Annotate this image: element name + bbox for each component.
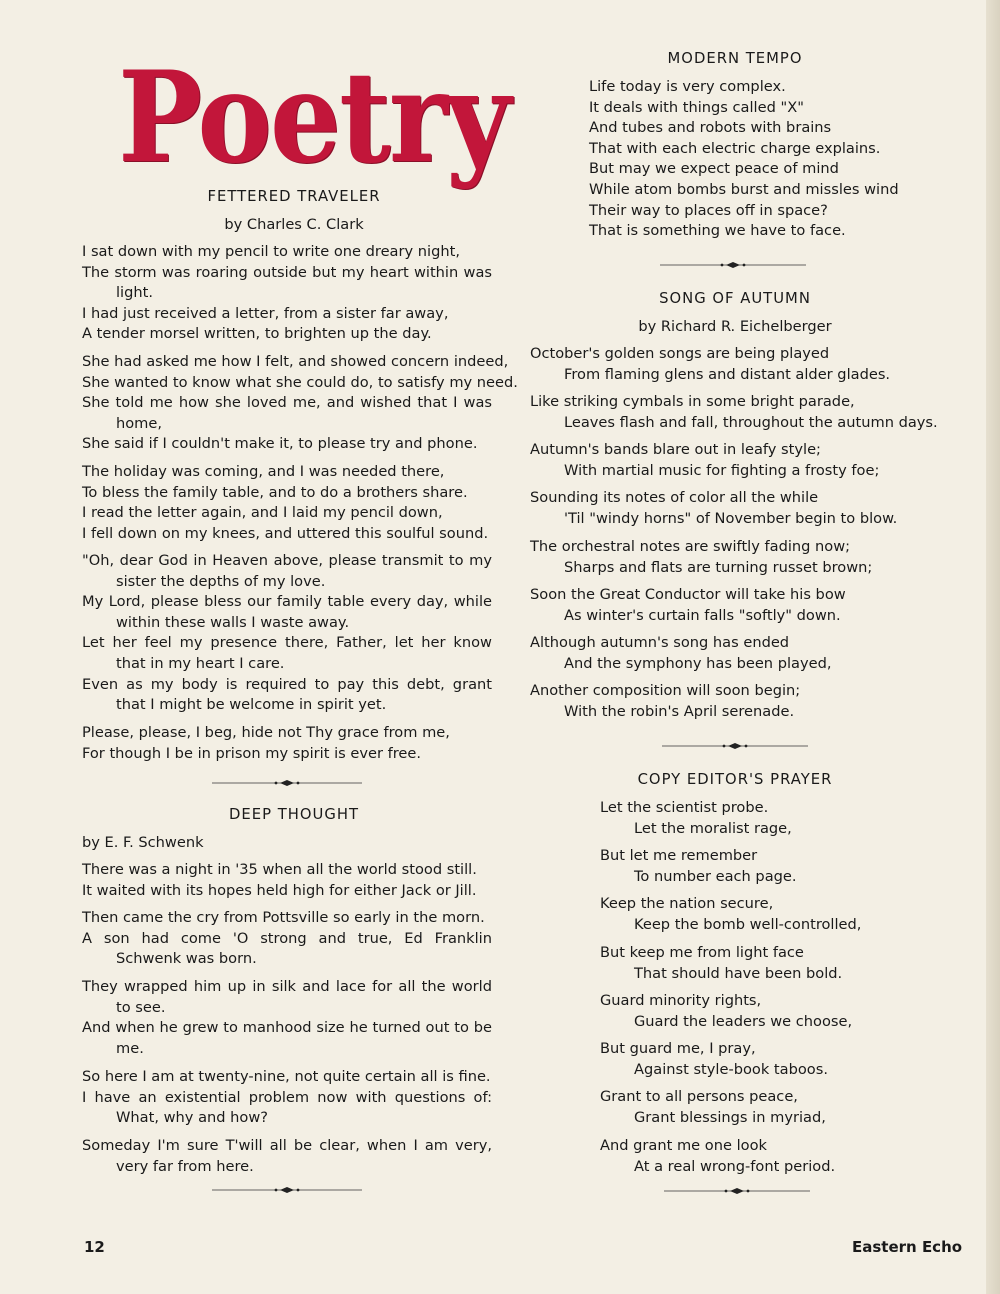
autumn-stanza-8 [530, 681, 950, 722]
prayer-stanza-6 [600, 1039, 940, 1080]
poem-line: I had just received a letter, from a sister far away, [82, 304, 449, 322]
poem-line: She had asked me how I felt, and showed concern indeed, [82, 353, 509, 370]
fettered-stanza-4 [82, 551, 492, 716]
poem-line: Leaves flash and fall, throughout the autumn days. [564, 413, 938, 431]
autumn-stanza-3 [530, 440, 950, 481]
poem-line: Grant to all persons peace, [600, 1088, 798, 1105]
modern-tempo-stanza [589, 77, 949, 242]
song-of-autumn-byline: by Richard R. Eichelberger [638, 318, 832, 335]
poem-line: Keep the bomb well-controlled, [634, 915, 862, 933]
autumn-stanza-4 [530, 488, 950, 529]
poem-line: Guard the leaders we choose, [634, 1012, 853, 1030]
poem-line: She wanted to know what she could do, to satisfy my need. [82, 373, 518, 391]
page-number: 12 [84, 1238, 105, 1256]
poem-line: There was a night in '35 when all the world stood still. [82, 861, 477, 878]
poem-line: Even as my body is required to pay this debt, grant that I might be welcome in spirit yet. [82, 675, 492, 714]
poem-line: Although autumn's song has ended [530, 634, 790, 651]
autumn-stanza-7 [530, 633, 950, 674]
poem-line: Let the moralist rage, [634, 819, 792, 837]
fettered-stanza-5 [82, 723, 492, 764]
poem-line: It deals with things called "X" [589, 98, 804, 116]
poem-line: Guard minority rights, [600, 992, 762, 1009]
poem-line: I fell down on my knees, and uttered this soulful sound. [82, 524, 489, 542]
ornament-divider [212, 1185, 362, 1195]
poem-line: My Lord, please bless our family table every day, while within these walls I waste away. [82, 593, 492, 631]
ornament-divider [662, 741, 808, 751]
poem-line: To number each page. [634, 867, 797, 885]
poem-line: That with each electric charge explains. [589, 139, 881, 157]
fettered-stanza-1 [82, 242, 492, 345]
poem-line: With the robin's April serenade. [564, 702, 795, 720]
poem-line: I sat down with my pencil to write one dreary night, [82, 243, 460, 260]
deep-thought-byline: by E. F. Schwenk [82, 834, 204, 851]
poem-line: The holiday was coming, and I was needed there, [82, 463, 445, 480]
poem-line: Let the scientist probe. [600, 799, 769, 816]
poem-line: Soon the Great Conductor will take his bow [530, 586, 846, 603]
prayer-stanza-5 [600, 991, 940, 1032]
publication-name: Eastern Echo [852, 1238, 963, 1256]
poem-line: To bless the family table, and to do a brothers share. [82, 483, 468, 501]
poem-line: It waited with its hopes held high for either Jack or Jill. [82, 881, 477, 899]
poem-line: And grant me one look [600, 1137, 767, 1154]
poem-line: Someday I'm sure T'will all be clear, when I am very, very far from here. [82, 1137, 492, 1175]
poem-line: Please, please, I beg, hide not Thy grace from me, [82, 724, 450, 741]
ornament-divider [212, 778, 362, 788]
autumn-stanza-6 [530, 585, 950, 626]
deep-stanza-3 [82, 977, 492, 1059]
poem-line: She told me how she loved me, and wished that I was home, [82, 394, 492, 432]
poem-line: From flaming glens and distant alder glades. [564, 365, 891, 383]
fettered-stanza-3 [82, 462, 492, 544]
poem-line: "Oh, dear God in Heaven above, please transmit to my sister the depths of my love. [82, 552, 492, 590]
poem-line: While atom bombs burst and missles wind [589, 180, 899, 198]
poem-line: That should have been bold. [634, 964, 843, 982]
poem-line: But keep me from light face [600, 944, 804, 961]
autumn-stanza-5 [530, 537, 950, 578]
deep-stanza-1 [82, 860, 492, 901]
page-edge [986, 0, 1000, 1294]
poem-line: Grant blessings in myriad, [634, 1108, 826, 1126]
poem-line: But may we expect peace of mind [589, 160, 839, 178]
poem-line: Keep the nation secure, [600, 895, 774, 912]
poem-line: Life today is very complex. [589, 78, 786, 95]
poem-line: They wrapped him up in silk and lace for all the world to see. [82, 978, 492, 1016]
poem-line: As winter's curtain falls "softly" down. [564, 606, 841, 624]
prayer-stanza-1 [600, 798, 940, 839]
deep-stanza-2 [82, 908, 492, 970]
poem-line: Autumn's bands blare out in leafy style; [530, 441, 821, 458]
poem-line: 'Til "windy horns" of November begin to blow. [564, 509, 898, 527]
ornament-divider [660, 260, 806, 270]
poem-line: Then came the cry from Pottsville so early in the morn. [82, 909, 485, 926]
poem-line: I have an existential problem now with questions of: What, why and how? [82, 1088, 492, 1127]
song-of-autumn-title: SONG OF AUTUMN [659, 290, 811, 307]
poem-line: And when he grew to manhood size he turned out to be me. [82, 1019, 492, 1057]
poem-line: October's golden songs are being played [530, 345, 830, 362]
ornament-divider [664, 1186, 810, 1196]
fettered-stanza-2 [82, 352, 518, 455]
poem-line: So here I am at twenty-nine, not quite certain all is fine. [82, 1068, 491, 1085]
deep-stanza-4 [82, 1067, 492, 1129]
deep-stanza-5 [82, 1136, 492, 1177]
poem-line: And the symphony has been played, [564, 654, 832, 672]
prayer-stanza-7 [600, 1087, 940, 1128]
poem-line: A tender morsel written, to brighten up the day. [82, 325, 432, 343]
poem-line: At a real wrong-font period. [634, 1157, 836, 1175]
prayer-stanza-8 [600, 1136, 940, 1177]
fettered-traveler-title: FETTERED TRAVELER [207, 188, 381, 205]
poem-line: Sounding its notes of color all the while [530, 489, 819, 506]
poem-line: Sharps and flats are turning russet brown; [564, 558, 873, 576]
poem-line: Another composition will soon begin; [530, 682, 801, 699]
prayer-stanza-4 [600, 943, 940, 984]
fettered-traveler-byline: by Charles C. Clark [224, 216, 364, 233]
poem-line: For though I be in prison my spirit is ever free. [82, 744, 422, 762]
deep-thought-title: DEEP THOUGHT [229, 806, 359, 823]
copy-editors-prayer-title: COPY EDITOR'S PRAYER [637, 771, 833, 788]
poem-line: That is something we have to face. [589, 222, 846, 240]
poem-line: Against style-book taboos. [634, 1060, 828, 1078]
poem-line: The storm was roaring outside but my heart within was light. [82, 263, 492, 302]
poem-line: Like striking cymbals in some bright parade, [530, 393, 855, 410]
poem-line: The orchestral notes are swiftly fading now; [530, 538, 851, 555]
poem-line: A son had come 'O strong and true, Ed Franklin Schwenk was born. [82, 929, 492, 968]
poem-line: And tubes and robots with brains [589, 119, 832, 137]
poem-line: I read the letter again, and I laid my pencil down, [82, 504, 443, 522]
poetry-masthead: Poetry [118, 44, 509, 192]
autumn-stanza-1 [530, 344, 950, 385]
poem-line: Let her feel my presence there, Father, let her know that in my heart I care. [82, 634, 492, 672]
poem-line: With martial music for fighting a frosty foe; [564, 461, 880, 479]
prayer-stanza-2 [600, 846, 940, 887]
poem-line: But guard me, I pray, [600, 1040, 756, 1057]
modern-tempo-title: MODERN TEMPO [667, 50, 803, 67]
poem-line: She said if I couldn't make it, to please try and phone. [82, 435, 478, 453]
poem-line: Their way to places off in space? [589, 201, 828, 219]
prayer-stanza-3 [600, 894, 940, 935]
autumn-stanza-2 [530, 392, 950, 433]
poem-line: But let me remember [600, 847, 758, 864]
